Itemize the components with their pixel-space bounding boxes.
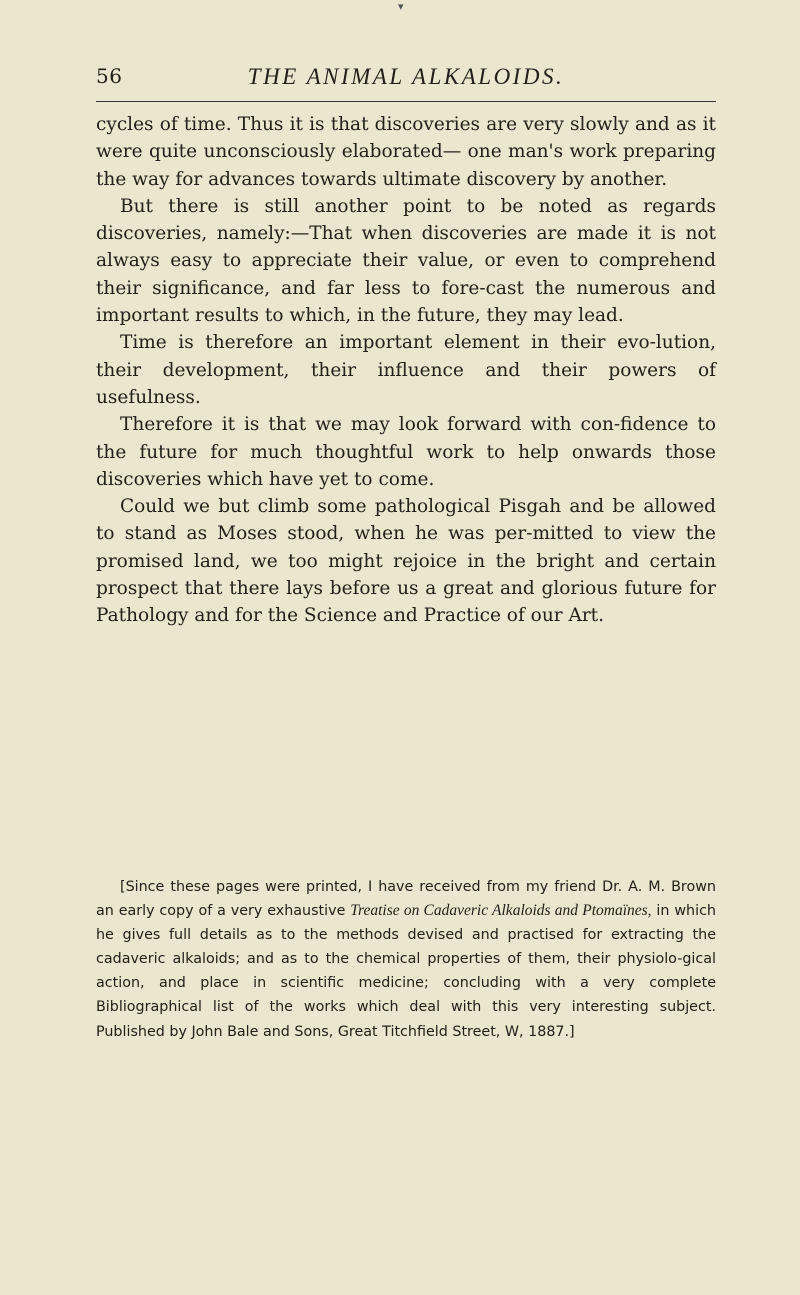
paragraph: Could we but climb some pathological Pisgah and be allowed to stand as Moses stood, when he was per-mitted to view the promised land, we too might rejoice in the bright and certain prospect that there lays before us a great and glorious future for Pathology and for the Science and Practice of our Art. [96, 496, 716, 627]
page-number: 56 [96, 64, 123, 88]
footnote-paragraph [96, 875, 716, 1044]
footnote-text-end: in which he gives full details as to the methods devised and practised for extracting the cadaveric alkaloids; and as to the chemical properties of them, their physiolo-gical action, and place in scientific medicine; concluding with a very complete Bibliographical list of the works which deal with this very interesting subject. Published by John Bale and Sons, Great Titchfield Street, W, 1887.] [96, 903, 716, 1040]
paragraph: cycles of time. Thus it is that discoveries are very slowly and as it were quite unconsciously elaborated— one man's work preparing the way for advances towards ultimate discovery by another. [96, 114, 716, 190]
paragraph: But there is still another point to be noted as regards discoveries, namely:—That when discoveries are made it is not always easy to appreciate their value, or even to comprehend their significance, and far less to fore-cast the numerous and important results to which, in the future, they may lead. [96, 195, 716, 327]
page-header [96, 64, 716, 98]
paragraph: Therefore it is that we may look forward with con-fidence to the future for much thoughtful work to help onwards those discoveries which have yet to come. [96, 414, 716, 490]
header-rule [96, 101, 716, 102]
footnote-book-title: Treatise on Cadaveric Alkaloids and Ptomaïnes, [350, 902, 652, 920]
page-corner-mark: ▾ [398, 0, 404, 13]
footnote [96, 875, 716, 1044]
paragraph: Time is therefore an important element in their evo-lution, their development, their influence and their powers of usefulness. [96, 332, 716, 408]
footnote-text-start: [Since these pages were printed, I have received from my friend Dr. A. M. Brown an early copy of a very exhaustive [96, 879, 716, 920]
body-text [96, 111, 716, 630]
running-title: THE ANIMAL ALKALOIDS. [247, 64, 565, 89]
